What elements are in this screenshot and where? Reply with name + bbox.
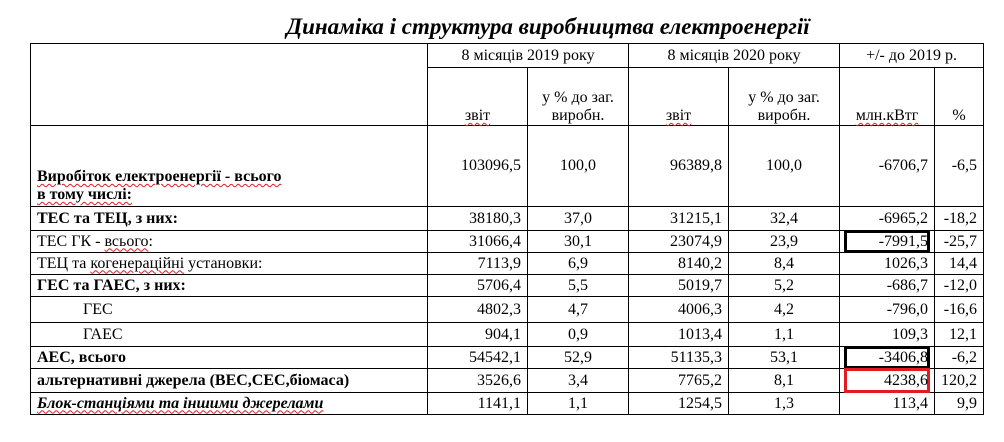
header-label-cell: [31, 44, 428, 126]
cell-report-2019: 38180,3: [428, 207, 528, 231]
cell-delta-mln: -796,0: [840, 297, 935, 323]
header-share-2019: у % до заг. виробн.: [528, 68, 629, 126]
cell-delta-pct: -18,2: [935, 207, 984, 231]
header-report-2020: звіт: [629, 68, 729, 126]
cell-share-2019: 100,0: [528, 126, 629, 207]
cell-report-2020: 1013,4: [629, 323, 729, 347]
cell-delta-mln: -6965,2: [840, 207, 935, 231]
cell-report-2020: 7765,2: [629, 369, 729, 393]
cell-report-2019: 7113,9: [428, 253, 528, 275]
title-text: Динаміка і структура виробництва електроенергії: [286, 14, 810, 39]
table-row-tes-tec: [31, 207, 984, 231]
cell-share-2019: 5,5: [528, 275, 629, 297]
cell-share-2019: 4,7: [528, 297, 629, 323]
cell-delta-mln: 113,4: [840, 393, 935, 415]
cell-delta-mln: 1026,3: [840, 253, 935, 275]
cell-report-2019: 54542,1: [428, 347, 528, 369]
cell-share-2019: 1,1: [528, 393, 629, 415]
cell-share-2020: 5,2: [729, 275, 840, 297]
cell-share-2019: 30,1: [528, 231, 629, 253]
cell-share-2019: 52,9: [528, 347, 629, 369]
row-label: ТЕС ГК - всього:: [31, 231, 428, 253]
cell-delta-mln: 4238,6: [840, 369, 935, 393]
row-label: ГЕС та ГАЕС, з них:: [31, 275, 428, 297]
row-label: ТЕС та ТЕЦ, з них:: [31, 207, 428, 231]
table-row-gaes: [31, 323, 984, 347]
cell-delta-mln: -3406,8: [840, 347, 935, 369]
cell-delta-mln: -6706,7: [840, 126, 935, 207]
cell-report-2019: 904,1: [428, 323, 528, 347]
cell-report-2020: 8140,2: [629, 253, 729, 275]
cell-share-2019: 0,9: [528, 323, 629, 347]
cell-share-2020: 8,4: [729, 253, 840, 275]
document-title: [0, 14, 1004, 40]
header-delta-mln: млн.кВтг: [840, 68, 935, 126]
cell-report-2020: 4006,3: [629, 297, 729, 323]
cell-report-2020: 1254,5: [629, 393, 729, 415]
table-row-alternative: [31, 369, 984, 393]
cell-delta-pct: -25,7: [935, 231, 984, 253]
cell-report-2019: 31066,4: [428, 231, 528, 253]
row-label: ТЕЦ та когенераційні установки:: [31, 253, 428, 275]
cell-report-2020: 5019,7: [629, 275, 729, 297]
cell-report-2019: 1141,1: [428, 393, 528, 415]
cell-share-2020: 32,4: [729, 207, 840, 231]
table-row-aes: [31, 347, 984, 369]
header-delta-pct: %: [935, 68, 984, 126]
cell-share-2019: 3,4: [528, 369, 629, 393]
cell-share-2020: 23,9: [729, 231, 840, 253]
cell-report-2019: 3526,6: [428, 369, 528, 393]
row-label: АЕС, всього: [31, 347, 428, 369]
cell-delta-pct: 14,4: [935, 253, 984, 275]
cell-delta-pct: 9,9: [935, 393, 984, 415]
cell-report-2020: 23074,9: [629, 231, 729, 253]
cell-share-2019: 6,9: [528, 253, 629, 275]
table-row-block-stations: [31, 393, 984, 415]
cell-share-2020: 1,1: [729, 323, 840, 347]
header-share-2020: у % до заг. виробн.: [729, 68, 840, 126]
cell-delta-pct: -6,5: [935, 126, 984, 207]
cell-share-2019: 37,0: [528, 207, 629, 231]
header-group-2019: 8 місяців 2019 року: [428, 44, 629, 68]
cell-share-2020: 100,0: [729, 126, 840, 207]
cell-share-2020: 4,2: [729, 297, 840, 323]
row-label: Виробіток електроенергії - всього в тому числі:: [31, 126, 428, 207]
header-report-2019: звіт: [428, 68, 528, 126]
row-label: альтернативні джерела (ВЕС,СЕС,біомаса): [31, 369, 428, 393]
table-row-tes-gk: [31, 231, 984, 253]
cell-report-2019: 5706,4: [428, 275, 528, 297]
header-row-groups: [31, 44, 984, 68]
electricity-production-table: [30, 43, 984, 415]
cell-delta-pct: -12,0: [935, 275, 984, 297]
table-row-ges: [31, 297, 984, 323]
row-label: Блок-станціями та іншими джерелами: [31, 393, 428, 415]
header-group-delta: +/- до 2019 р.: [840, 44, 984, 68]
cell-report-2020: 51135,3: [629, 347, 729, 369]
cell-report-2020: 31215,1: [629, 207, 729, 231]
table-row-total: [31, 126, 984, 207]
table-row-ges-gaes: [31, 275, 984, 297]
cell-delta-mln: -686,7: [840, 275, 935, 297]
cell-share-2020: 8,1: [729, 369, 840, 393]
cell-delta-pct: -16,6: [935, 297, 984, 323]
cell-delta-mln: -7991,5: [840, 231, 935, 253]
row-label: ГЕС: [31, 297, 428, 323]
table-row-tec-cogen: [31, 253, 984, 275]
cell-report-2019: 103096,5: [428, 126, 528, 207]
cell-delta-pct: 120,2: [935, 369, 984, 393]
cell-report-2020: 96389,8: [629, 126, 729, 207]
cell-share-2020: 1,3: [729, 393, 840, 415]
cell-delta-pct: 12,1: [935, 323, 984, 347]
cell-delta-pct: -6,2: [935, 347, 984, 369]
cell-report-2019: 4802,3: [428, 297, 528, 323]
cell-delta-mln: 109,3: [840, 323, 935, 347]
row-label: ГАЕС: [31, 323, 428, 347]
header-group-2020: 8 місяців 2020 року: [629, 44, 840, 68]
cell-share-2020: 53,1: [729, 347, 840, 369]
